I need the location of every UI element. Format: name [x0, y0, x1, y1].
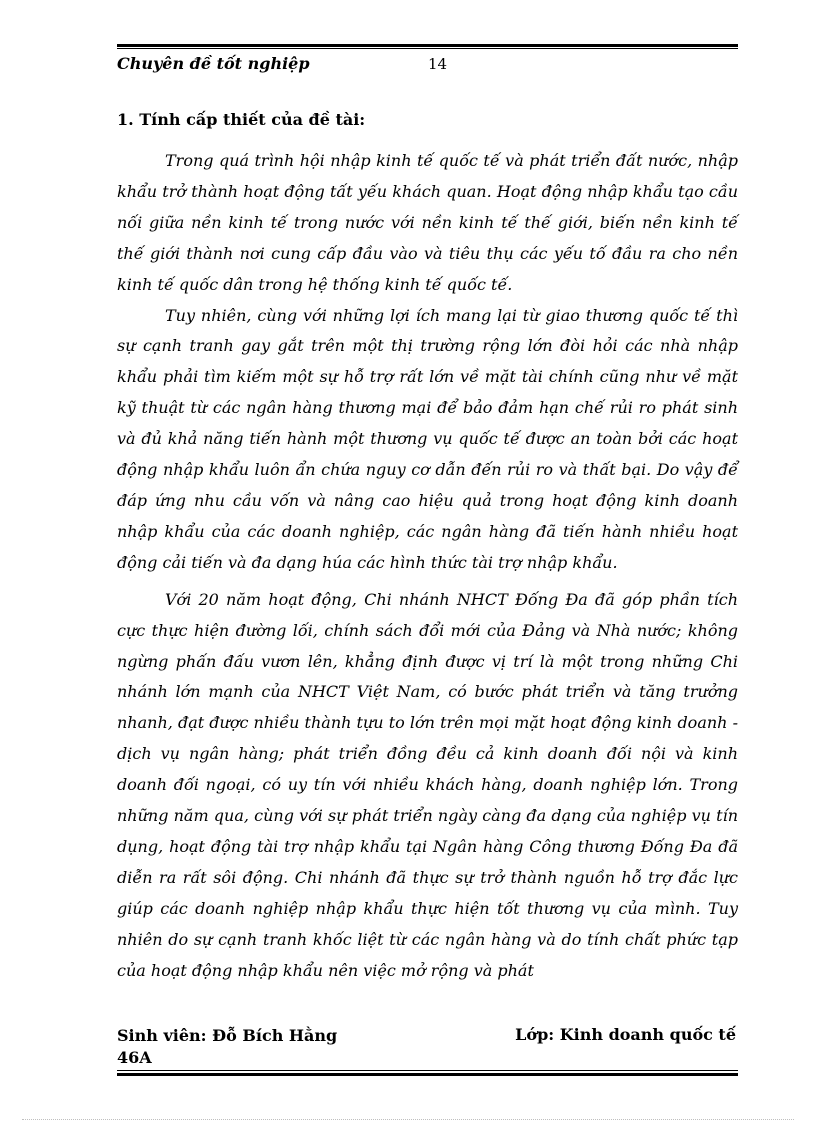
footer-rule-thin: [117, 1070, 738, 1071]
paragraph-1: Trong quá trình hội nhập kinh tế quốc tế và phát triển đất nước, nhập khẩu trở thành hoạt động tất yếu khách quan. Hoạt động nhập khẩu tạo cầu nối giữa nền kinh tế trong nước với nền kinh tế thế giới, biến nền kinh tế thế giới thành nơi cung cấp đầu vào và tiêu thụ các yếu tố đầu ra cho nền kinh tế quốc dân trong hệ thống kinh tế quốc tế.: [117, 151, 738, 294]
class-code: 46A: [117, 1048, 152, 1067]
header-rule-top-thin: [117, 48, 738, 49]
footer-student: [117, 1025, 337, 1069]
footer-rule-thick: [117, 1073, 738, 1076]
document-title: Chuyên đề tốt nghiệp: [117, 54, 310, 73]
paragraph-3: Với 20 năm hoạt động, Chi nhánh NHCT Đống Đa đã góp phần tích cực thực hiện đường lối, chính sách đổi mới của Đảng và Nhà nước; không ngừng phấn đấu vươn lên, khẳng định được vị trí là một trong những Chi nhánh lớn mạnh của NHCT Việt Nam, có bước phát triển và tăng trưởng nhanh, đạt được nhiều thành tựu to lớn trên mọi mặt hoạt động kinh doanh - dịch vụ ngân hàng; phát triển đồng đều cả kinh doanh đối nội và kinh doanh đối ngoại, có uy tín với nhiều khách hàng, doanh nghiệp lớn. Trong những năm qua, cùng với sự phát triển ngày càng đa dạng của nghiệp vụ tín dụng, hoạt động tài trợ nhập khẩu tại Ngân hàng Công thương Đống Đa đã diễn ra rất sôi động. Chi nhánh đã thực sự trở thành nguồn hỗ trợ đắc lực giúp các doanh nghiệp nhập khẩu thực hiện tốt thương vụ của mình. Tuy nhiên do sự cạnh tranh khốc liệt từ các ngân hàng và do tính chất phức tạp của hoạt động nhập khẩu nên việc mở rộng và phát: [117, 589, 738, 980]
page-number: 14: [428, 55, 448, 73]
student-name: Sinh viên: Đỗ Bích Hằng: [117, 1026, 338, 1045]
footer-class: Lớp: Kinh doanh quốc tế: [515, 1025, 736, 1044]
body-text: [117, 146, 738, 986]
paragraph-2: Tuy nhiên, cùng với những lợi ích mang lại từ giao thương quốc tế thì sự cạnh tranh gay gắt trên một thị trường rộng lớn đòi hỏi các nhà nhập khẩu phải tìm kiếm một sự hỗ trợ rất lớn về mặt tài chính cũng như về mặt kỹ thuật từ các ngân hàng thương mại để bảo đảm hạn chế rủi ro phát sinh và đủ khả năng tiến hành một thương vụ quốc tế được an toàn bởi các hoạt động nhập khẩu luôn ẩn chứa nguy cơ dẫn đến rủi ro và thất bại. Do vậy để đáp ứng nhu cầu vốn và nâng cao hiệu quả trong hoạt động kinh doanh nhập khẩu của các doanh nghiệp, các ngân hàng đã tiến hành nhiều hoạt động cải tiến và đa dạng húa các hình thức tài trợ nhập khẩu.: [117, 305, 738, 572]
section-heading: 1. Tính cấp thiết của đề tài:: [117, 110, 366, 129]
header-rule-top-thick: [117, 44, 738, 47]
page-edge-dotted-line: [22, 1119, 794, 1120]
